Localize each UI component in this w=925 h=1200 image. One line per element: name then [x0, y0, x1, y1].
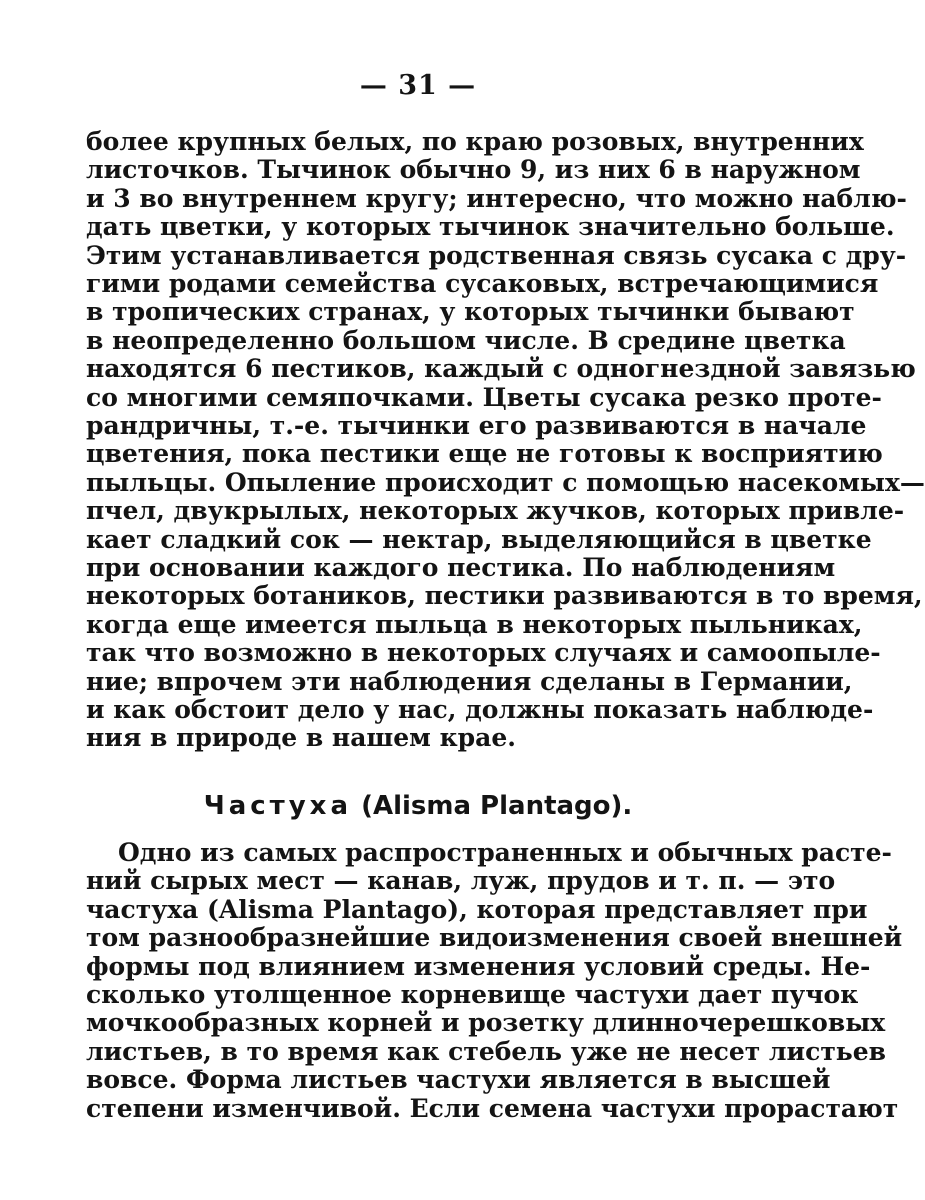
text-line: некоторых ботаников, пестики развиваются в то время, — [86, 581, 923, 611]
heading-title: Частуха — [203, 791, 352, 821]
text-line: рандричны, т.-е. тычинки его развиваются в начале — [86, 411, 867, 440]
page-number: — 31 — — [359, 70, 477, 101]
text-line: формы под влиянием изменения условий среды. Не- — [86, 951, 871, 981]
text-line: ния в природе в нашем крае. — [86, 723, 516, 753]
text-line: ние; впрочем эти наблюдения сделаны в Германии, — [86, 666, 853, 696]
text-line: ний сырых мест — канав, луж, прудов и т. п. — это — [86, 866, 836, 896]
text-line: и как обстоит дело у нас, должны показать наблюде- — [86, 695, 874, 724]
text-line: степени изменчивой. Если семена частухи прорастают — [86, 1093, 899, 1123]
text-line: пыльцы. Опыление происходит с помощью насекомых— — [86, 467, 925, 497]
text-line: более крупных белых, по краю розовых, внутренних — [86, 127, 864, 156]
text-line: том разнообразнейшие видоизменения своей внешней — [86, 923, 903, 953]
text-line: при основании каждого пестика. По наблюдениям — [86, 553, 836, 582]
text-line: и 3 во внутреннем кругу; интересно, что можно наблю- — [86, 183, 907, 213]
text-line: мочкообразных корней и розетку длинночерешковых — [86, 1008, 886, 1038]
text-line: гими родами семейства сусаковых, встречающимися — [86, 269, 879, 298]
text-line: листочков. Тычинок обычно 9, из них 6 в наружном — [86, 155, 861, 185]
text-line: так что возможно в некоторых случаях и самоопыле- — [86, 638, 881, 668]
text-line: находятся 6 пестиков, каждый с одногнездной завязью — [86, 354, 916, 384]
text-line: Этим устанавливается родственная связь сусака с дру- — [86, 240, 907, 270]
text-line: сколько утолщенное корневище частухи дает пучок — [86, 980, 859, 1009]
text-line: дать цветки, у которых тычинок значительно больше. — [86, 212, 895, 242]
heading-latin-name: (Alisma Plantago). — [361, 791, 633, 821]
text-line: со многими семяпочками. Цветы сусака резко проте- — [86, 382, 882, 412]
text-line: когда еще имеется пыльца в некоторых пыльниках, — [86, 609, 863, 639]
text-line: в неопределенно большом числе. В средине цветка — [86, 325, 846, 355]
text-line: кает сладкий сок — нектар, выделяющийся в цветке — [86, 524, 872, 554]
text-line: Одно из самых распространенных и обычных расте- — [118, 838, 892, 867]
section-heading — [0, 790, 836, 822]
text-line: частуха (Alisma Plantago), которая представляет при — [86, 894, 868, 924]
text-line: листьев, в то время как стебель уже не несет листьев — [86, 1036, 887, 1066]
text-line: цветения, пока пестики еще не готовы к восприятию — [86, 439, 883, 469]
text-line: в тропических странах, у которых тычинки бывают — [86, 297, 855, 327]
text-line: пчел, двукрылых, некоторых жучков, которых привле- — [86, 496, 905, 526]
text-line: вовсе. Форма листьев частухи является в высшей — [86, 1065, 831, 1095]
